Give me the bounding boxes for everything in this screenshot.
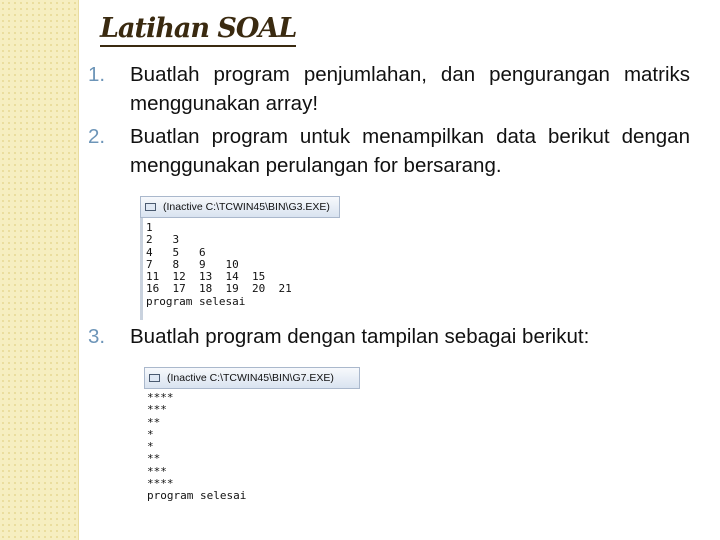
window-title: (Inactive C:\TCWIN45\BIN\G3.EXE) xyxy=(163,201,330,213)
console-window xyxy=(144,367,360,507)
console-line: 16 17 18 19 20 21 xyxy=(146,282,292,296)
console-line: **** xyxy=(147,477,174,491)
console-line: ** xyxy=(147,415,161,429)
console-window xyxy=(140,196,340,320)
slide-title: Latihan SOAL xyxy=(100,14,296,47)
console-line: 2 3 xyxy=(146,233,180,247)
list-item xyxy=(0,322,700,354)
console-line: program selesai xyxy=(147,489,247,503)
console-output xyxy=(144,389,360,503)
list-item xyxy=(0,60,700,120)
window-icon xyxy=(149,374,160,382)
console-line: ** xyxy=(147,452,161,466)
item-number: 2. xyxy=(88,125,106,148)
item-text: Buatlan program untuk menampilkan data berikut dengan menggunakan perulangan for bersarang. xyxy=(130,125,690,177)
item-number: 3. xyxy=(88,325,106,348)
console-line: *** xyxy=(147,464,167,478)
console-line: 1 xyxy=(146,221,153,234)
console-line: **** xyxy=(147,391,174,404)
console-line: * xyxy=(147,427,154,441)
window-titlebar xyxy=(144,367,360,389)
item-text: Buatlah program dengan tampilan sebagai berikut: xyxy=(130,325,590,348)
window-title: (Inactive C:\TCWIN45\BIN\G7.EXE) xyxy=(167,372,334,384)
item-number: 1. xyxy=(88,63,106,86)
console-line: * xyxy=(147,440,154,454)
window-icon xyxy=(145,203,156,211)
console-line: 4 5 6 xyxy=(146,245,206,259)
console-line: *** xyxy=(147,403,167,417)
console-line: program selesai xyxy=(146,294,246,308)
list-item xyxy=(0,122,700,182)
item-text: Buatlah program penjumlahan, dan pengurangan matriks menggunakan array! xyxy=(130,63,690,115)
window-titlebar xyxy=(140,196,340,218)
console-line: 7 8 9 10 xyxy=(146,257,239,271)
console-line: 11 12 13 14 15 xyxy=(146,270,266,284)
console-output xyxy=(140,218,340,308)
